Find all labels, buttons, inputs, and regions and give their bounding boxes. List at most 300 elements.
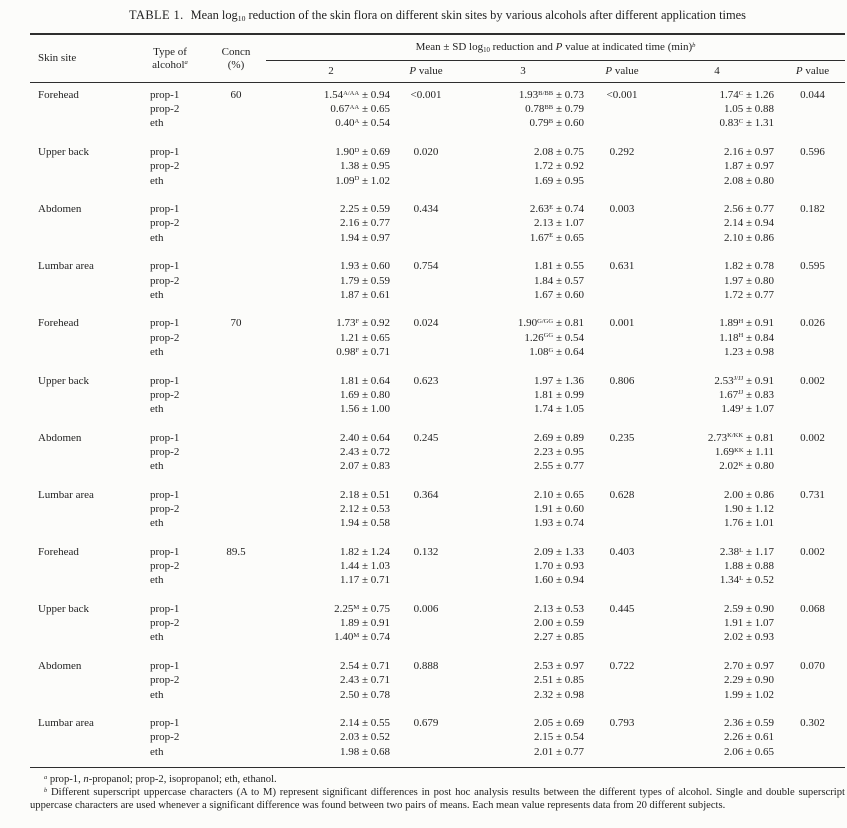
mean-sd-cell: 2.40 ± 0.64 (339, 431, 390, 444)
concn-cell (206, 331, 266, 345)
table-row (30, 402, 845, 416)
p-value-cell (590, 402, 654, 416)
alcohol-cell: eth (150, 117, 164, 130)
alcohol-cell: eth (150, 402, 164, 415)
log-subscript: 10 (483, 46, 490, 54)
alcohol-cell: prop-2 (150, 674, 180, 687)
mean-sd-cell: 2.13 ± 0.53 (533, 602, 584, 615)
concn-cell (206, 388, 266, 402)
mean-sd-cell: $1.69^{KK} \pm 1.11$ (714, 445, 774, 458)
table-row (30, 102, 845, 116)
block-spacer (30, 416, 845, 431)
concn-cell (206, 602, 266, 616)
mean-sd-cell: 2.54 ± 0.71 (339, 660, 390, 673)
skin-site-cell (30, 616, 134, 630)
footnote-b (30, 786, 845, 812)
skin-site-cell (30, 630, 134, 644)
col-header-skin-site: Skin site (38, 52, 77, 65)
p-value-cell (396, 216, 456, 230)
table-row (30, 545, 845, 559)
p-value-cell (396, 274, 456, 288)
mean-sd-cell: 1.90 ± 1.12 (723, 502, 774, 515)
alcohol-cell: prop-1 (150, 260, 180, 273)
p-value-cell: 0.002 (800, 374, 825, 387)
p-value-cell: 0.001 (609, 317, 635, 330)
alcohol-cell: prop-2 (150, 731, 180, 744)
skin-site-cell (30, 274, 134, 288)
mean-sd-cell: 2.07 ± 0.83 (339, 460, 390, 473)
mean-sd-cell: $1.40^M \pm 0.74$ (334, 631, 390, 644)
table-row (30, 716, 845, 730)
skin-site-cell: Forehead (38, 89, 79, 101)
mean-sd-cell: 2.03 ± 0.52 (339, 731, 390, 744)
alcohol-cell: prop-2 (150, 560, 180, 573)
log-subscript: 10 (237, 13, 246, 23)
p-value-cell (590, 673, 654, 687)
mean-sd-cell: 1.82 ± 0.78 (723, 260, 774, 273)
p-value-cell (396, 502, 456, 516)
alcohol-cell: prop-2 (150, 160, 180, 173)
mean-sd-cell: 1.87 ± 0.61 (339, 288, 390, 301)
skin-site-cell: Upper back (38, 146, 90, 159)
mean-sd-cell: $1.26^{GG} \pm 0.54$ (524, 331, 584, 344)
significance-superscript: KK (734, 446, 744, 454)
table-row (30, 459, 845, 473)
concn-cell (206, 102, 266, 116)
p-value-cell (780, 345, 845, 359)
p-value-cell: 0.434 (413, 203, 439, 216)
mean-sd-cell: 2.23 ± 0.95 (533, 445, 584, 458)
p-value-cell: 0.403 (609, 545, 635, 558)
concn-cell (206, 445, 266, 459)
alcohol-cell: prop-1 (150, 89, 180, 101)
p-value-cell (590, 216, 654, 230)
p-value-cell (780, 459, 845, 473)
mean-sd-cell: $1.34^L \pm 0.52$ (719, 574, 774, 587)
concn-cell (206, 216, 266, 230)
mean-sd-cell: 1.67 ± 0.60 (533, 288, 584, 301)
mean-sd-cell: 2.43 ± 0.72 (339, 445, 390, 458)
mean-sd-cell: $0.40^A \pm 0.54$ (335, 117, 390, 130)
mean-sd-cell: 1.38 ± 0.95 (339, 160, 390, 173)
skin-site-cell: Forehead (38, 317, 79, 330)
mean-sd-cell: 1.97 ± 0.80 (723, 274, 774, 287)
skin-site-cell (30, 231, 134, 245)
footnote-b-text: Different superscript uppercase characters (A to M) represent significant differences in post hoc analysis results between the different types of alcohol. Single and double superscript uppercase characters are used whenever a significant difference was found between two pairs of means. Each mean value represents data from 20 different subjects. (30, 786, 845, 811)
p-value-cell (396, 174, 456, 188)
p-value-cell (590, 745, 654, 768)
concn-cell (206, 630, 266, 644)
p-value-cell (780, 174, 845, 188)
skin-site-cell: Forehead (38, 545, 79, 558)
mean-sd-cell: 2.06 ± 0.65 (723, 745, 774, 758)
mean-sd-cell: $1.90^{G/GG} \pm 0.81$ (517, 317, 584, 330)
significance-superscript: K (738, 460, 744, 468)
skin-site-cell (30, 445, 134, 459)
mean-sd-cell: 1.69 ± 0.80 (339, 388, 390, 401)
mean-sd-cell: 2.43 ± 0.71 (339, 674, 390, 687)
mean-sd-cell: 1.81 ± 0.55 (533, 260, 584, 273)
p-value-cell: 0.024 (413, 317, 439, 330)
table-row (30, 83, 845, 103)
p-value-cell: 0.182 (800, 203, 825, 216)
table-row (30, 559, 845, 573)
block-spacer (30, 131, 845, 146)
p-value-cell (780, 331, 845, 345)
concn-cell (206, 116, 266, 130)
alcohol-cell: prop-1 (150, 602, 180, 615)
mean-sd-cell: $1.18^H \pm 0.84$ (719, 331, 774, 344)
significance-superscript: B (548, 118, 554, 126)
mean-sd-cell: 1.56 ± 1.00 (339, 402, 390, 415)
concn-cell (206, 231, 266, 245)
p-value-cell: 0.006 (413, 602, 439, 615)
concn-cell (206, 688, 266, 702)
significance-superscript: K/KK (727, 432, 744, 440)
mean-sd-cell: 2.10 ± 0.65 (533, 488, 584, 501)
p-value-cell (396, 388, 456, 402)
col-header-time-4: 4 (714, 65, 720, 78)
p-value-cell (780, 288, 845, 302)
p-value-cell (590, 102, 654, 116)
table-row (30, 659, 845, 673)
mean-sd-cell: $1.49^J \pm 1.07$ (721, 402, 774, 415)
skin-site-cell: Abdomen (38, 203, 82, 216)
mean-sd-cell: 2.16 ± 0.77 (339, 217, 390, 230)
concn-cell (206, 459, 266, 473)
significance-superscript: JJ (738, 389, 744, 397)
skin-site-cell: Upper back (38, 374, 90, 387)
p-value-cell (590, 331, 654, 345)
skin-site-cell (30, 516, 134, 530)
alcohol-cell: prop-2 (150, 388, 180, 401)
footnote-marker-b: b (692, 41, 696, 49)
p-value-cell (780, 745, 845, 768)
footnote-a (30, 773, 845, 786)
block-spacer (30, 359, 845, 374)
p-value-cell (396, 559, 456, 573)
col-header-mean-sd-span: Mean ± SD $\log_{10}$ reduction and P value at indicated time (min)$^b$ (266, 34, 845, 61)
table-row (30, 388, 845, 402)
skin-site-cell (30, 102, 134, 116)
alcohol-cell: eth (150, 345, 164, 358)
alcohol-cell: prop-1 (150, 488, 180, 501)
significance-superscript: F (355, 346, 360, 354)
p-value-cell (780, 573, 845, 587)
significance-superscript: H (738, 318, 744, 326)
mean-sd-cell: 2.14 ± 0.55 (339, 717, 390, 730)
mean-sd-cell: 2.55 ± 0.77 (533, 460, 584, 473)
p-value-cell: 0.245 (413, 431, 439, 444)
p-value-cell (396, 573, 456, 587)
concn-cell (206, 145, 266, 159)
mean-sd-cell: 1.60 ± 0.94 (533, 574, 584, 587)
concn-cell (206, 345, 266, 359)
mean-sd-cell: 2.53 ± 0.97 (533, 660, 584, 673)
col-header-pvalue-3: P value (605, 65, 639, 78)
alcohol-cell: prop-1 (150, 545, 180, 558)
skin-site-cell (30, 502, 134, 516)
significance-superscript: J/JJ (733, 375, 744, 383)
alcohol-cell: eth (150, 517, 164, 530)
mean-sd-cell: 2.01 ± 0.77 (533, 745, 584, 758)
skin-site-cell: Upper back (38, 602, 90, 615)
block-spacer (30, 645, 845, 660)
p-value-cell (780, 388, 845, 402)
mean-sd-cell: 2.50 ± 0.78 (339, 688, 390, 701)
col-header-alcohol-type: Type of alcohol$^a$ (152, 46, 188, 71)
p-value-cell (396, 159, 456, 173)
p-value-cell (590, 730, 654, 744)
mean-sd-cell: $1.08^G \pm 0.64$ (529, 345, 584, 358)
significance-superscript: A (354, 118, 360, 126)
p-value-cell (590, 159, 654, 173)
skin-site-cell (30, 116, 134, 130)
p-value-cell (590, 445, 654, 459)
p-value-cell (590, 174, 654, 188)
alcohol-cell: prop-2 (150, 274, 180, 287)
mean-sd-cell: 1.88 ± 0.88 (723, 560, 774, 573)
table-row (30, 745, 845, 768)
mean-sd-cell: 2.51 ± 0.85 (533, 674, 584, 687)
table-row (30, 573, 845, 587)
alcohol-cell: prop-1 (150, 660, 180, 673)
table-row (30, 116, 845, 130)
mean-sd-cell: 2.02 ± 0.93 (723, 631, 774, 644)
skin-site-cell (30, 573, 134, 587)
mean-sd-cell: 2.18 ± 0.51 (339, 488, 390, 501)
skin-site-cell (30, 745, 134, 768)
mean-sd-cell: 2.10 ± 0.86 (723, 231, 774, 244)
table-row (30, 616, 845, 630)
table-row (30, 431, 845, 445)
mean-sd-cell: 2.69 ± 0.89 (533, 431, 584, 444)
mean-sd-cell: 2.25 ± 0.59 (339, 203, 390, 216)
table-title (30, 8, 845, 23)
alcohol-cell: eth (150, 174, 164, 187)
skin-site-cell: Lumbar area (38, 717, 94, 730)
mean-sd-cell: $1.67^{JJ} \pm 0.83$ (718, 388, 774, 401)
mean-sd-cell: $2.02^K \pm 0.80$ (719, 460, 774, 473)
mean-sd-cell: 2.15 ± 0.54 (533, 731, 584, 744)
p-value-cell: 0.595 (800, 260, 825, 273)
p-value-cell (780, 688, 845, 702)
p-value-cell (396, 102, 456, 116)
p-value-cell (396, 630, 456, 644)
significance-superscript: E (549, 232, 554, 240)
skin-site-cell (30, 216, 134, 230)
significance-superscript: H (738, 332, 744, 340)
significance-superscript: M (353, 603, 360, 611)
footnote-marker-a: a (184, 59, 188, 67)
concn-cell (206, 174, 266, 188)
alcohol-cell: prop-1 (150, 146, 180, 159)
skin-site-cell (30, 288, 134, 302)
concn-cell: 70 (230, 317, 242, 330)
table-row (30, 673, 845, 687)
p-value-cell: 0.806 (609, 374, 635, 387)
footnotes (30, 773, 845, 812)
concn-cell (206, 616, 266, 630)
mean-sd-cell: $0.67^{AA} \pm 0.65$ (330, 103, 390, 116)
p-value-cell (780, 116, 845, 130)
alcohol-cell: prop-2 (150, 502, 180, 515)
p-value-cell (780, 516, 845, 530)
mean-sd-cell: $2.38^L \pm 1.17$ (719, 545, 774, 558)
mean-sd-cell: 2.26 ± 0.61 (723, 731, 774, 744)
p-value-cell (396, 231, 456, 245)
alcohol-cell: prop-2 (150, 103, 180, 116)
p-value-cell (780, 274, 845, 288)
p-value-cell: 0.044 (800, 89, 825, 101)
alcohol-cell: prop-1 (150, 374, 180, 387)
p-value-cell (590, 459, 654, 473)
skin-site-cell (30, 673, 134, 687)
alcohol-cell: prop-2 (150, 331, 180, 344)
mean-sd-cell: 1.91 ± 0.60 (533, 502, 584, 515)
concn-cell (206, 374, 266, 388)
concn-cell (206, 488, 266, 502)
mean-sd-cell: 1.94 ± 0.58 (339, 517, 390, 530)
p-value-cell: 0.888 (413, 660, 439, 673)
p-value-cell (396, 445, 456, 459)
table-body (30, 83, 845, 768)
concn-cell (206, 259, 266, 273)
mean-sd-cell: 2.56 ± 0.77 (723, 203, 774, 216)
mean-sd-cell: 2.05 ± 0.69 (533, 717, 584, 730)
alcohol-cell: prop-2 (150, 445, 180, 458)
table-row (30, 502, 845, 516)
table-row (30, 374, 845, 388)
table-row (30, 445, 845, 459)
mean-sd-cell: 1.76 ± 1.01 (723, 517, 774, 530)
mean-sd-cell: 2.36 ± 0.59 (723, 717, 774, 730)
mean-sd-cell: 1.87 ± 0.97 (723, 160, 774, 173)
alcohol-cell: eth (150, 688, 164, 701)
mean-sd-cell: 1.81 ± 0.99 (533, 388, 584, 401)
skin-site-cell (30, 345, 134, 359)
mean-sd-cell: $1.67^E \pm 0.65$ (529, 231, 584, 244)
p-value-cell: 0.132 (413, 545, 439, 558)
significance-superscript: GG (543, 332, 554, 340)
significance-superscript: C (738, 89, 744, 97)
p-value-cell: <0.001 (410, 89, 442, 101)
concn-cell (206, 431, 266, 445)
concn-cell (206, 516, 266, 530)
p-value-cell: 0.596 (800, 146, 825, 159)
mean-sd-cell: $2.73^{K/KK} \pm 0.81$ (707, 431, 774, 444)
col-header-time-3: 3 (520, 65, 526, 78)
skin-site-cell: Lumbar area (38, 488, 94, 501)
mean-sd-cell: 1.17 ± 0.71 (339, 574, 390, 587)
table-header (30, 34, 845, 83)
significance-superscript: L (739, 574, 744, 582)
mean-sd-cell: 1.79 ± 0.59 (339, 274, 390, 287)
table-number: TABLE 1. (129, 8, 184, 22)
concn-cell (206, 745, 266, 768)
p-value-cell: 0.754 (413, 260, 439, 273)
mean-sd-cell: 1.81 ± 0.64 (339, 374, 390, 387)
concn-cell (206, 159, 266, 173)
significance-superscript: G/GG (537, 318, 554, 326)
p-value-cell (590, 516, 654, 530)
table-row (30, 516, 845, 530)
concn-cell (206, 573, 266, 587)
concn-cell (206, 730, 266, 744)
table-row (30, 316, 845, 330)
mean-sd-cell: 1.23 ± 0.98 (723, 345, 774, 358)
mean-sd-cell: 1.72 ± 0.77 (723, 288, 774, 301)
p-value-cell (780, 159, 845, 173)
p-value-cell (396, 345, 456, 359)
mean-sd-cell: 1.93 ± 0.74 (533, 517, 584, 530)
col-header-time-2: 2 (328, 65, 334, 78)
p-value-cell: 0.679 (413, 717, 439, 730)
mean-sd-cell: 2.27 ± 0.85 (533, 631, 584, 644)
mean-sd-cell: 2.32 ± 0.98 (533, 688, 584, 701)
mean-sd-cell: 1.93 ± 0.60 (339, 260, 390, 273)
skin-site-cell (30, 459, 134, 473)
mean-sd-cell: 1.44 ± 1.03 (339, 560, 390, 573)
mean-sd-cell: $0.83^C \pm 1.31$ (719, 117, 774, 130)
mean-sd-cell: 1.21 ± 0.65 (339, 331, 390, 344)
skin-site-cell (30, 688, 134, 702)
mean-sd-cell: 1.74 ± 1.05 (533, 402, 584, 415)
mean-sd-cell: $1.89^H \pm 0.91$ (719, 317, 774, 330)
mean-sd-cell: $1.74^C \pm 1.26$ (719, 89, 774, 101)
p-value-cell: 0.292 (609, 146, 635, 159)
table-row (30, 688, 845, 702)
p-value-cell (780, 559, 845, 573)
skin-site-cell (30, 159, 134, 173)
alcohol-cell: eth (150, 631, 164, 644)
p-value-cell (590, 630, 654, 644)
skin-site-cell (30, 559, 134, 573)
table-row (30, 331, 845, 345)
p-value-cell (396, 459, 456, 473)
p-value-cell (780, 673, 845, 687)
col-header-pvalue-4: P value (795, 65, 830, 78)
col-header-pvalue-2: P value (409, 65, 443, 78)
block-spacer (30, 302, 845, 317)
p-value-cell (780, 630, 845, 644)
table-title-text: Mean $\log_{10}$ reduction of the skin flora on different skin sites by various alcohols after different application times (190, 8, 746, 23)
mean-sd-cell: 1.84 ± 0.57 (533, 274, 584, 287)
table-row (30, 345, 845, 359)
p-value-cell: 0.731 (800, 488, 825, 501)
concn-cell (206, 559, 266, 573)
alcohol-cell: prop-1 (150, 203, 180, 216)
mean-sd-cell: $2.53^{J/JJ} \pm 0.91$ (714, 374, 774, 387)
skin-site-cell: Lumbar area (38, 260, 94, 273)
mean-sd-cell: 1.98 ± 0.68 (339, 745, 390, 758)
significance-superscript: C (738, 118, 744, 126)
alcohol-cell: eth (150, 745, 164, 758)
p-value-cell (780, 445, 845, 459)
alcohol-cell: prop-2 (150, 217, 180, 230)
table-row (30, 630, 845, 644)
concn-cell (206, 659, 266, 673)
concn-cell: 60 (230, 89, 242, 101)
skin-site-cell (30, 331, 134, 345)
skin-site-cell (30, 730, 134, 744)
p-value-cell (396, 745, 456, 768)
p-value-cell (396, 673, 456, 687)
significance-superscript: G (548, 346, 554, 354)
skin-site-cell: Abdomen (38, 660, 82, 673)
concn-cell (206, 673, 266, 687)
p-value-cell (396, 402, 456, 416)
